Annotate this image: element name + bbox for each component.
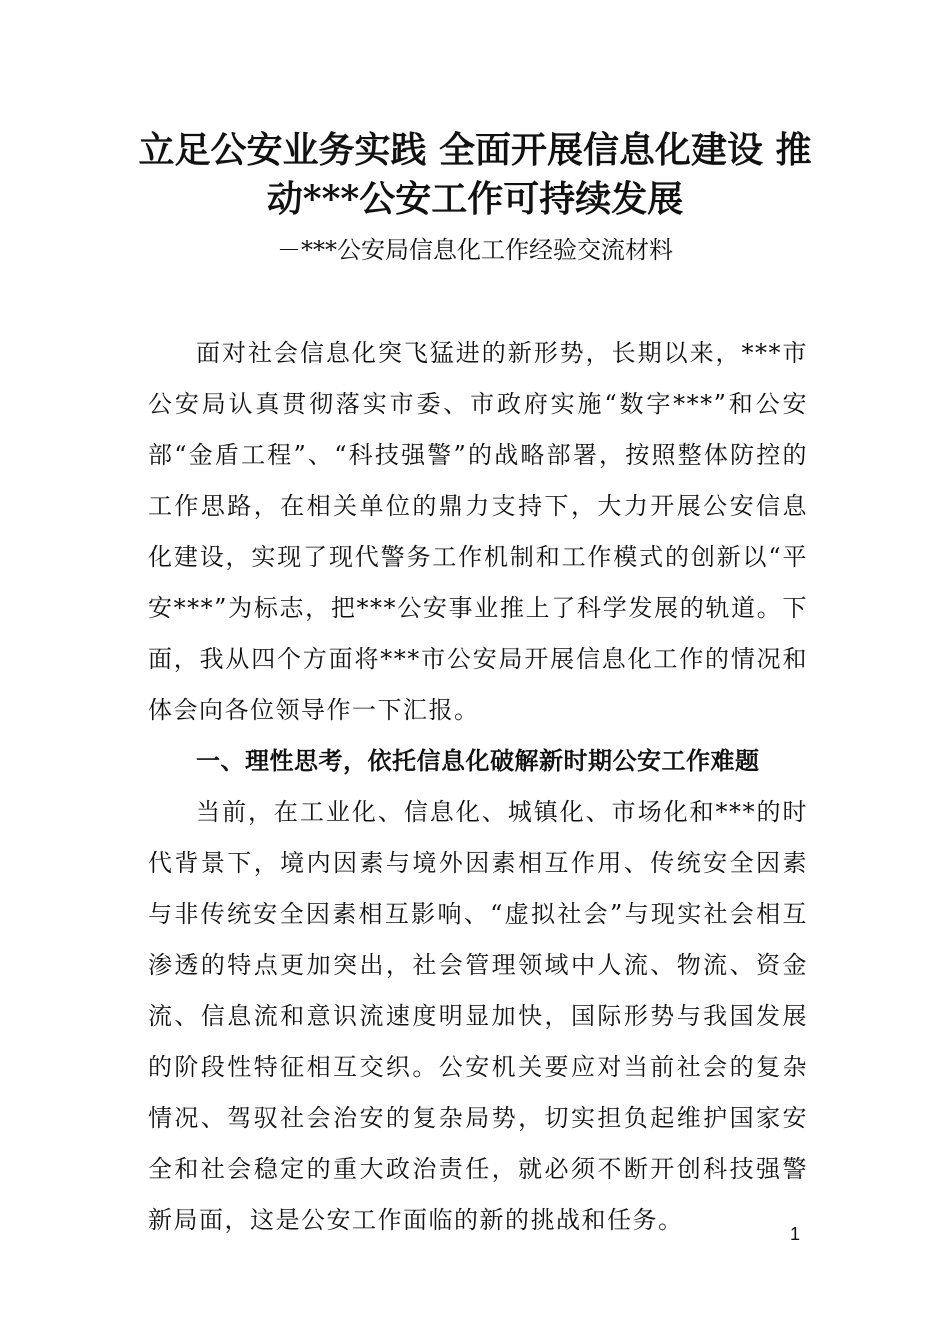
body-paragraph-1: 面对社会信息化突飞猛进的新形势，长期以来，***市公安局认真贯彻落实市委、市政府实施“数字***”和公安部“金盾工程”、“科技强警”的战略部署，按照整体防控的工作思路，在相关单位的鼎力支持下，大力开展公安信息化建设，实现了现代警务工作机制和工作模式的创新以“平安***”为标志，把***公安事业推上了科学发展的轨道。下面，我从四个方面将***市公安局开展信息化工作的情况和体会向各位领导作一下汇报。 — [148, 339, 808, 724]
body-paragraph-2: 当前，在工业化、信息化、城镇化、市场化和***的时代背景下，境内因素与境外因素相互作用、传统安全因素与非传统安全因素相互影响、“虚拟社会”与现实社会相互渗透的特点更加突出，社会管理领域中人流、物流、资金流、信息流和意识流速度明显加快，国际形势与我国发展的阶段性特征相互交织。公安机关要应对当前社会的复杂情况、驾驭社会治安的复杂局势，切实担负起维护国家安全和社会稳定的重大政治责任，就必须不断开创科技强警新局面，这是公安工作面临的新的挑战和任务。 — [148, 798, 808, 1234]
document-title-line-2: 动***公安工作可持续发展 — [266, 178, 684, 220]
document-body — [148, 328, 808, 1246]
section-heading-1: 一、理性思考，依托信息化破解新时期公安工作难题 — [196, 747, 760, 775]
document-subtitle: －***公安局信息化工作经验交流材料 — [277, 236, 673, 264]
document-title-line-1: 立足公安业务实践 全面开展信息化建设 推 — [138, 129, 812, 171]
page-number: 1 — [789, 1224, 800, 1244]
